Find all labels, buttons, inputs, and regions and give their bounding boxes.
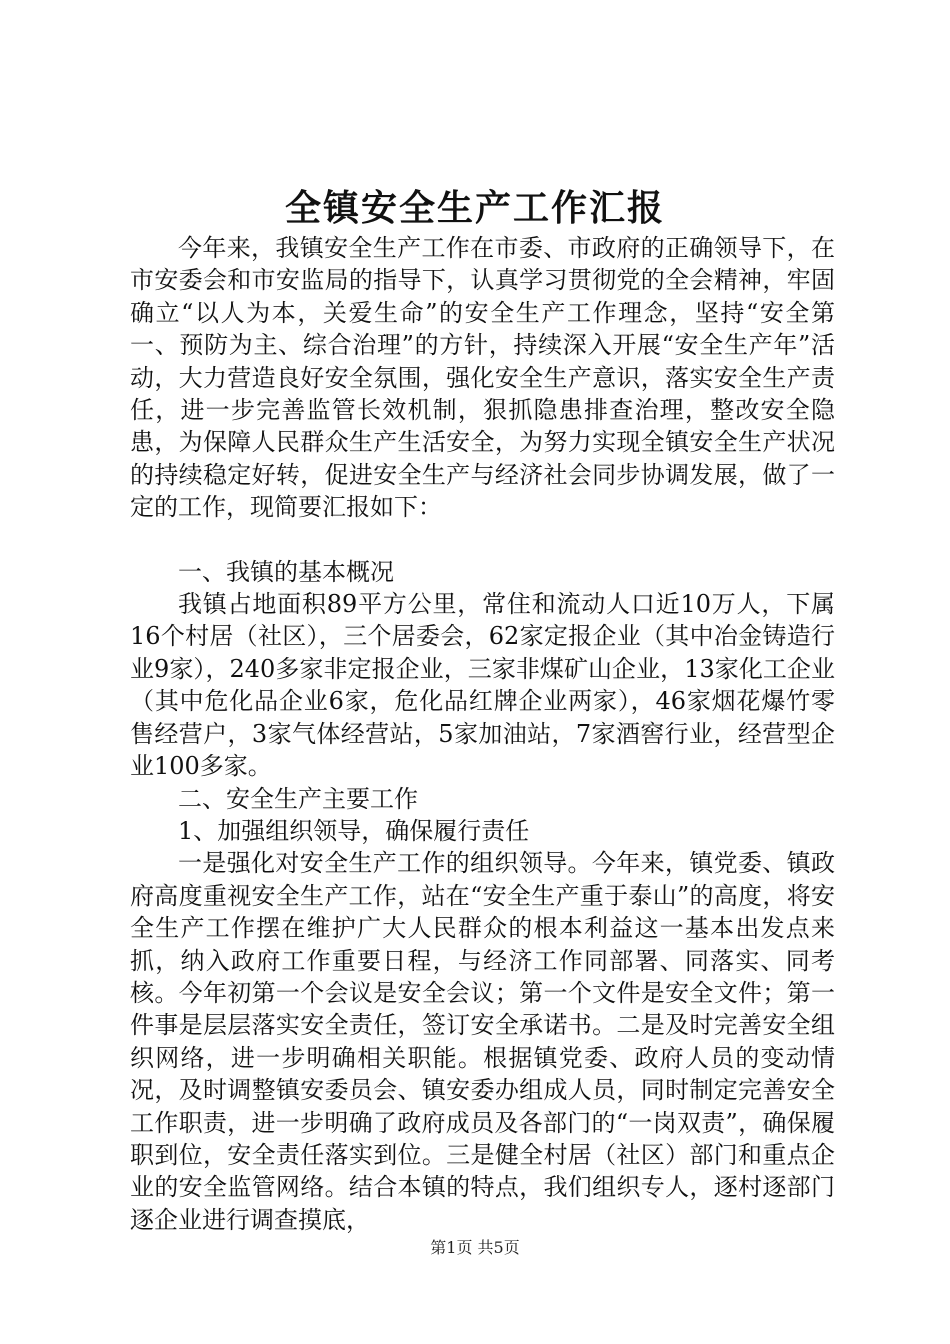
subsection-heading-leadership: 1、加强组织领导，确保履行责任 — [178, 816, 530, 845]
section-heading-main-work: 二、安全生产主要工作 — [178, 784, 418, 813]
leadership-paragraph: 一是强化对安全生产工作的组织领导。今年来，镇党委、镇政府高度重视安全生产工作，站在“安全生产重于泰山”的高度，将安全生产工作摆在维护广大人民群众的根本利益这一基本出发点来抓，纳入政府工作重要日程，与经济工作同部署、同落实、同考核。今年初第一个会议是安全会议；第一个文件是安全文件；第一件事是层层落实安全责任，签订安全承诺书。二是及时完善安全组织网络，进一步明确相关职能。根据镇党委、政府人员的变动情况，及时调整镇安委员会、镇安委办组成人员，同时制定完善安全工作职责，进一步明确了政府成员及各部门的“一岗双责”，确保履职到位，安全责任落实到位。三是健全村居（社区）部门和重点企业的安全监管网络。结合本镇的特点，我们组织专人，逐村逐部门逐企业进行调查摸底， — [130, 849, 835, 1234]
page-footer: 第1页 共5页 — [430, 1238, 520, 1257]
document-title: 全镇安全生产工作汇报 — [284, 187, 665, 229]
section-heading-overview: 一、我镇的基本概况 — [178, 557, 394, 586]
document-body — [130, 232, 835, 1236]
paragraph-spacer — [130, 524, 835, 556]
overview-paragraph: 我镇占地面积89平方公里，常住和流动人口近10万人，下属16个村居（社区），三个居委会，62家定报企业（其中冶金铸造行业9家），240多家非定报企业，三家非煤矿山企业，13家化工企业（其中危化品企业6家，危化品红牌企业两家），46家烟花爆竹零售经营户，3家气体经营站，5家加油站，7家酒窖行业，经营型企业100多家。 — [130, 590, 835, 781]
intro-paragraph: 今年来，我镇安全生产工作在市委、市政府的正确领导下，在市安委会和市安监局的指导下，认真学习贯彻党的全会精神，牢固确立“以人为本，关爱生命”的安全生产工作理念，坚持“安全第一、预防为主、综合治理”的方针，持续深入开展“安全生产年”活动，大力营造良好安全氛围，强化安全生产意识，落实安全生产责任，进一步完善监管长效机制，狠抓隐患排查治理，整改安全隐患，为保障人民群众生产生活安全，为努力实现全镇安全生产状况的持续稳定好转，促进安全生产与经济社会同步协调发展，做了一定的工作，现简要汇报如下： — [130, 234, 835, 522]
